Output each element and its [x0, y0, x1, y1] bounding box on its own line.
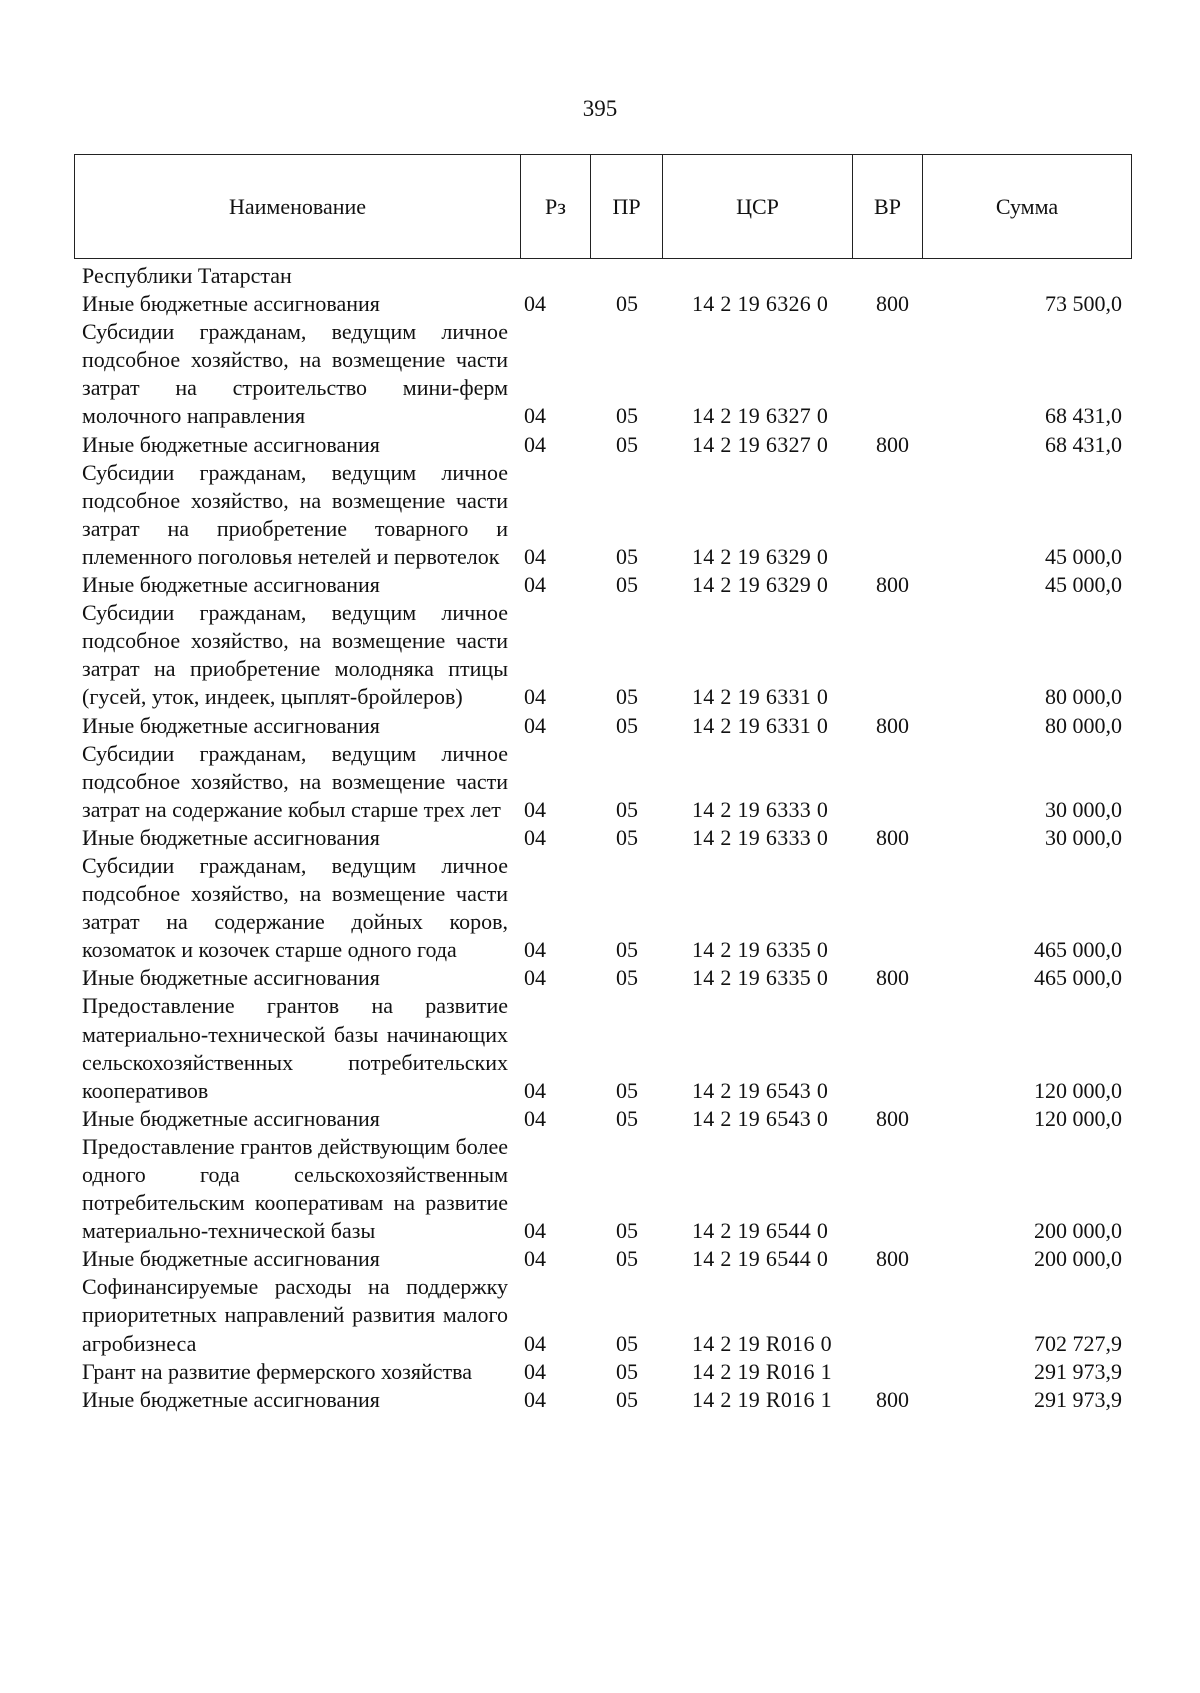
row-name: Иные бюджетные ассигнования — [82, 431, 380, 457]
row-name: Иные бюджетные ассигнования — [82, 712, 380, 738]
row-rz: 04 — [524, 684, 546, 710]
row-pr: 05 — [616, 1246, 638, 1272]
row-pr: 05 — [616, 937, 638, 963]
row-sum: 465 000,0 — [1034, 965, 1122, 991]
table-body — [82, 262, 1132, 1414]
row-csr: 14 2 19 6335 0 — [692, 965, 829, 991]
row-rz: 04 — [524, 937, 546, 963]
row-rz: 04 — [524, 403, 546, 429]
row-name: Субсидии гражданам, ведущим личное подсобное хозяйство, на возмещение части затрат на строительство мини-ферм молочного направления — [82, 319, 508, 429]
row-pr: 05 — [616, 403, 638, 429]
row-vr: 800 — [876, 712, 909, 738]
row-name: Иные бюджетные ассигнования — [82, 824, 380, 850]
header-sum: Сумма — [995, 193, 1059, 219]
row-rz: 04 — [524, 1246, 546, 1272]
row-name: Субсидии гражданам, ведущим личное подсобное хозяйство, на возмещение части затрат на содержание кобыл старше трех лет — [82, 740, 508, 822]
row-csr: 14 2 19 6329 0 — [692, 572, 829, 598]
row-sum: 30 000,0 — [1045, 824, 1122, 850]
row-name: Иные бюджетные ассигнования — [82, 1386, 380, 1412]
row-name: Иные бюджетные ассигнования — [82, 1105, 380, 1131]
row-name: Иные бюджетные ассигнования — [82, 1246, 380, 1272]
row-csr: 14 2 19 6333 0 — [692, 824, 829, 850]
row-pr: 05 — [616, 684, 638, 710]
row-pr: 05 — [616, 712, 638, 738]
table-row — [82, 1273, 1132, 1357]
row-rz: 04 — [524, 1330, 546, 1356]
row-sum: 30 000,0 — [1045, 796, 1122, 822]
row-csr: 14 2 19 6326 0 — [692, 291, 829, 317]
row-rz: 04 — [524, 1386, 546, 1412]
table-row — [82, 599, 1132, 711]
header-csr: ЦСР — [663, 155, 853, 258]
row-name: Субсидии гражданам, ведущим личное подсобное хозяйство, на возмещение части затрат на содержание дойных коров, козоматок и козочек старше одного года — [82, 852, 508, 963]
row-rz: 04 — [524, 796, 546, 822]
row-sum: 200 000,0 — [1034, 1246, 1122, 1272]
row-rz: 04 — [524, 431, 546, 457]
row-pr: 05 — [616, 543, 638, 569]
row-sum: 702 727,9 — [1034, 1330, 1122, 1356]
row-vr: 800 — [876, 1386, 909, 1412]
row-csr: 14 2 19 6331 0 — [692, 712, 829, 738]
row-sum: 465 000,0 — [1034, 937, 1122, 963]
row-sum: 45 000,0 — [1045, 572, 1122, 598]
row-pr: 05 — [616, 965, 638, 991]
table-row — [82, 1358, 1132, 1386]
row-sum: 291 973,9 — [1034, 1386, 1122, 1412]
row-csr: 14 2 19 6333 0 — [692, 796, 829, 822]
row-vr: 800 — [876, 291, 909, 317]
row-sum: 45 000,0 — [1045, 543, 1122, 569]
header-name: Наименование — [75, 155, 521, 258]
table-row — [82, 1105, 1132, 1133]
header-vr: ВР — [853, 155, 923, 258]
table-row — [82, 459, 1132, 571]
table-row — [82, 431, 1132, 459]
row-rz: 04 — [524, 1218, 546, 1244]
row-csr: 14 2 19 6543 0 — [692, 1077, 829, 1103]
table-row — [82, 290, 1132, 318]
row-csr: 14 2 19 6327 0 — [692, 431, 829, 457]
table-row — [82, 964, 1132, 992]
row-csr: 14 2 19 R016 1 — [692, 1358, 832, 1384]
row-csr: 14 2 19 6543 0 — [692, 1105, 829, 1131]
table-row — [82, 262, 1132, 290]
row-sum: 68 431,0 — [1045, 403, 1122, 429]
row-rz: 04 — [524, 965, 546, 991]
row-vr: 800 — [876, 572, 909, 598]
row-csr: 14 2 19 6544 0 — [692, 1246, 829, 1272]
table-row — [82, 1386, 1132, 1414]
header-rz: Рз — [521, 155, 591, 258]
table-row — [82, 318, 1132, 430]
row-name: Субсидии гражданам, ведущим личное подсобное хозяйство, на возмещение части затрат на приобретение молодняка птицы (гусей, уток, индеек, цыплят-бройлеров) — [82, 600, 508, 710]
row-rz: 04 — [524, 824, 546, 850]
row-csr: 14 2 19 6331 0 — [692, 684, 829, 710]
row-sum: 200 000,0 — [1034, 1218, 1122, 1244]
table-header — [74, 154, 1132, 259]
row-vr: 800 — [876, 1246, 909, 1272]
table-row — [82, 1133, 1132, 1245]
row-name: Республики Татарстан — [82, 263, 292, 288]
row-name: Иные бюджетные ассигнования — [82, 965, 380, 991]
row-pr: 05 — [616, 1358, 638, 1384]
row-sum: 73 500,0 — [1045, 291, 1122, 317]
row-name: Предоставление грантов действующим более одного года сельскохозяйственным потребительским кооперативам на развитие материально-технической базы — [82, 1133, 508, 1244]
row-name: Субсидии гражданам, ведущим личное подсобное хозяйство, на возмещение части затрат на приобретение товарного и племенного поголовья нетелей и первотелок — [82, 459, 508, 569]
row-rz: 04 — [524, 1358, 546, 1384]
row-pr: 05 — [616, 1218, 638, 1244]
row-rz: 04 — [524, 291, 546, 317]
row-sum: 80 000,0 — [1045, 684, 1122, 710]
row-pr: 05 — [616, 796, 638, 822]
row-vr: 800 — [876, 431, 909, 457]
row-rz: 04 — [524, 572, 546, 598]
row-pr: 05 — [616, 824, 638, 850]
row-sum: 80 000,0 — [1045, 712, 1122, 738]
table-row — [82, 571, 1132, 599]
header-pr: ПР — [591, 155, 663, 258]
row-rz: 04 — [524, 712, 546, 738]
row-name: Иные бюджетные ассигнования — [82, 291, 380, 317]
row-sum: 120 000,0 — [1034, 1105, 1122, 1131]
page-number: 395 — [582, 96, 618, 121]
row-csr: 14 2 19 6329 0 — [692, 543, 829, 569]
row-rz: 04 — [524, 543, 546, 569]
row-rz: 04 — [524, 1077, 546, 1103]
row-csr: 14 2 19 R016 0 — [692, 1330, 832, 1356]
row-vr: 800 — [876, 965, 909, 991]
row-vr: 800 — [876, 824, 909, 850]
row-vr: 800 — [876, 1105, 909, 1131]
table-row — [82, 824, 1132, 852]
row-pr: 05 — [616, 572, 638, 598]
row-sum: 291 973,9 — [1034, 1358, 1122, 1384]
row-csr: 14 2 19 6327 0 — [692, 403, 829, 429]
row-pr: 05 — [616, 291, 638, 317]
row-sum: 68 431,0 — [1045, 431, 1122, 457]
table-row — [82, 712, 1132, 740]
row-csr: 14 2 19 6335 0 — [692, 937, 829, 963]
row-pr: 05 — [616, 1330, 638, 1356]
row-pr: 05 — [616, 1105, 638, 1131]
row-name: Иные бюджетные ассигнования — [82, 572, 380, 598]
row-pr: 05 — [616, 1077, 638, 1103]
row-name: Грант на развитие фермерского хозяйства — [82, 1358, 472, 1384]
row-sum: 120 000,0 — [1034, 1077, 1122, 1103]
row-csr: 14 2 19 R016 1 — [692, 1386, 832, 1412]
row-pr: 05 — [616, 1386, 638, 1412]
table-row — [82, 1245, 1132, 1273]
row-pr: 05 — [616, 431, 638, 457]
row-rz: 04 — [524, 1105, 546, 1131]
row-name: Предоставление грантов на развитие материально-технической базы начинающих сельскохозяйственных потребительских кооперативов — [82, 993, 508, 1103]
table-row — [82, 992, 1132, 1104]
row-name: Софинансируемые расходы на поддержку приоритетных направлений развития малого агробизнеса — [82, 1274, 508, 1356]
row-csr: 14 2 19 6544 0 — [692, 1218, 829, 1244]
table-row — [82, 852, 1132, 964]
table-row — [82, 740, 1132, 824]
